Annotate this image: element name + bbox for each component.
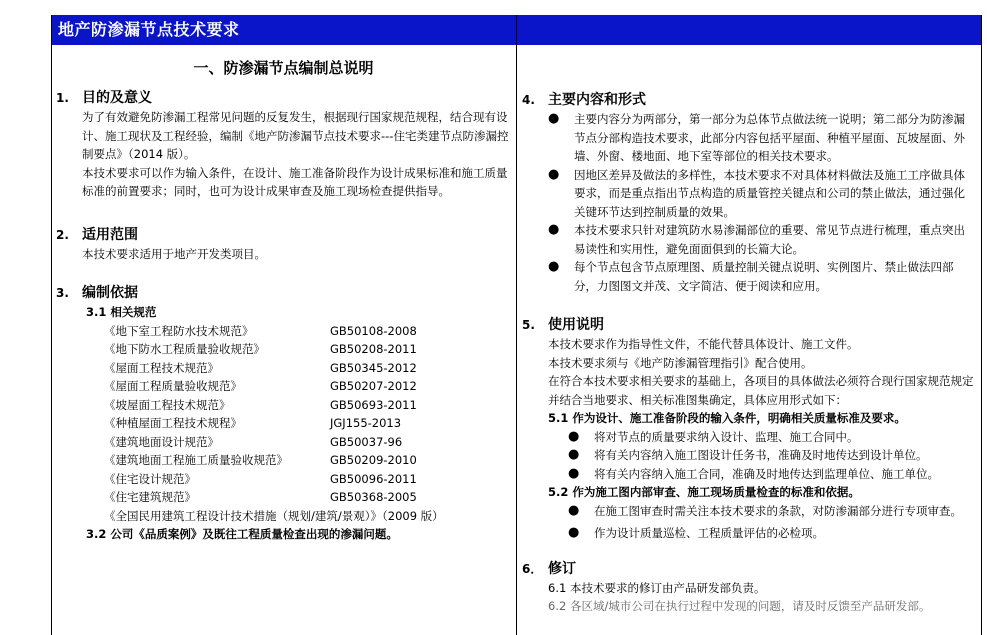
standard-code: GB50207-2012 (330, 379, 417, 393)
standards-list (56, 322, 511, 526)
subheading: 3.2 公司《品质案例》及既往工程质量检查出现的渗漏问题。 (86, 527, 398, 541)
heading-number: 5. (522, 318, 535, 332)
bullet-item (568, 502, 976, 521)
paragraph: 6.2 各区域/城市公司在执行过程中发现的问题，请及时反馈至产品研发部。 (548, 599, 931, 613)
bullet-icon: ● (568, 502, 580, 518)
bullet-icon: ● (568, 465, 580, 481)
bullet-icon: ● (548, 111, 560, 126)
subheading: 3.1 相关规范 (86, 305, 157, 319)
standard-row (104, 451, 511, 470)
bullet-text: 将有关内容纳入施工图设计任务书，准确及时地传达到设计单位。 (594, 448, 928, 462)
bullet-text: 在施工图审查时需关注本技术要求的条款，对防渗漏部分进行专项审查。 (594, 503, 962, 518)
standard-row (104, 433, 511, 452)
paragraph: 本技术要求作为指导性文件，不能代替具体设计、施工文件。 (548, 337, 859, 351)
standard-name: 《住宅设计规范》 (104, 471, 196, 486)
right-border (981, 15, 982, 635)
heading-number: 4. (522, 93, 535, 107)
standard-name: 《建筑地面工程施工质量验收规范》 (104, 453, 288, 467)
page-title: 地产防渗漏节点技术要求 (58, 20, 240, 39)
heading-text: 适用范围 (82, 226, 138, 243)
heading-text: 主要内容和形式 (548, 92, 646, 108)
section-title: 一、防渗漏节点编制总说明 (193, 59, 374, 77)
subheading: 5.2 作为施工图内部审查、施工现场质量检查的标准和依据。 (548, 485, 860, 499)
bullet-text: 本技术要求只针对建筑防水易渗漏部位的重要、常见节点进行梳理，重点突出易读性和实用性，避免面面俱到的长篇大论。 (574, 223, 965, 256)
bullet-icon: ● (568, 525, 580, 540)
standard-row (104, 322, 511, 341)
heading-number: 6． (522, 561, 543, 576)
bullet-item (548, 221, 976, 258)
standard-code: GB50368-2005 (330, 490, 417, 504)
heading-text: 使用说明 (548, 317, 604, 333)
standard-name: 《坡屋面工程技术规范》 (104, 397, 231, 412)
bullet-text: 每个节点包含节点原理图、质量控制关键点说明、实例图片、禁止做法四部分，力图图文并茂、文字简洁、便于阅读和应用。 (574, 260, 954, 293)
standard-row (104, 359, 511, 378)
column-divider (516, 15, 517, 635)
bullet-text: 因地区差异及做法的多样性，本技术要求不对具体材料做法及施工工序做具体要求，而是重点指出节点构造的质量管控关键点和公司的禁止做法，通过强化关键环节达到控制质量的效果。 (574, 167, 965, 219)
heading-purpose (56, 88, 511, 108)
bullet-icon: ● (548, 222, 560, 237)
paragraph: 本技术要求适用于地产开发类项目。 (82, 246, 266, 261)
standard-code: GB50096-2011 (330, 471, 417, 486)
heading-number: 2. (56, 227, 69, 242)
standard-row (104, 396, 511, 415)
subheading: 5.1 作为设计、施工准备阶段的输入条件，明确相关质量标准及要求。 (548, 411, 906, 425)
standard-name: 《住宅建筑规范》 (104, 490, 196, 504)
bullet-text: 将对节点的质量要求纳入设计、监理、施工合同中。 (594, 429, 859, 444)
heading-content (522, 90, 976, 110)
paragraph: 本技术要求可以作为输入条件，在设计、施工准备阶段作为设计成果标准和施工质量标准的前置要求；同时，也可为设计成果审查及施工现场检查提供指导。 (82, 165, 508, 198)
left-column (56, 46, 511, 544)
standard-name: 《地下室工程防水技术规范》 (104, 323, 254, 338)
bullet-item (548, 166, 976, 222)
bullet-item (568, 428, 976, 447)
standard-row (104, 414, 511, 433)
standard-row-long (104, 507, 511, 526)
bullet-text: 作为设计质量巡检、工程质量评估的必检项。 (594, 526, 824, 540)
heading-text: 编制依据 (82, 285, 138, 301)
standard-code: GB50345-2012 (330, 360, 417, 375)
heading-text: 修订 (548, 560, 576, 577)
bullet-item (568, 524, 976, 543)
standard-code: GB50208-2011 (330, 342, 417, 356)
paragraph: 在符合本技术要求相关要求的基础上，各项目的具体做法必须符合现行国家规范规定并结合当地要求、相关标准图集确定，具体应用形式如下： (548, 374, 974, 407)
standard-code: GB50693-2011 (330, 397, 417, 412)
bullet-item (568, 465, 976, 484)
heading-scope (56, 225, 511, 245)
standard-row (104, 340, 511, 359)
standard-name: 《种植屋面工程技术规程》 (104, 416, 242, 430)
standard-name: 《建筑地面设计规范》 (104, 434, 219, 449)
bullet-icon: ● (548, 166, 560, 182)
right-column (522, 46, 976, 616)
bullet-item (568, 446, 976, 465)
standard-name: 《地下防水工程质量验收规范》 (104, 342, 265, 356)
standard-code: GB50209-2010 (330, 453, 417, 467)
heading-text: 目的及意义 (82, 90, 152, 106)
bullet-icon: ● (568, 447, 580, 462)
heading-revision (522, 559, 976, 579)
bullet-text: 主要内容分为两部分，第一部分为总体节点做法统一说明；第二部分为防渗漏节点分部构造技术要求，此部分内容包括平屋面、种植平屋面、瓦坡屋面、外墙、外窗、楼地面、地下室等部位的相关技术要求。 (574, 112, 965, 163)
bullet-item (548, 258, 976, 295)
paragraph: 本技术要求须与《地产防渗漏管理指引》配合使用。 (548, 355, 813, 370)
standard-name: 《屋面工程质量验收规范》 (104, 379, 242, 393)
left-border (51, 15, 52, 635)
heading-usage (522, 315, 976, 335)
paragraph: 为了有效避免防渗漏工程常见问题的反复发生，根据现行国家规范规程，结合现有设计、施工现状及工程经验，编制《地产防渗漏节点技术要求---住宅类建节点防渗漏控制要点》（2014 版）。 (82, 110, 509, 161)
bullet-item (548, 110, 976, 166)
standard-code: GB50108-2008 (330, 323, 417, 338)
standard-code: GB50037-96 (330, 434, 403, 449)
bullet-icon: ● (568, 428, 580, 444)
standard-row (104, 470, 511, 489)
bullet-text: 将有关内容纳入施工合同，准确及时地传达到监理单位、施工单位。 (594, 466, 939, 481)
standard-row (104, 377, 511, 396)
standard-name: 《屋面工程技术规范》 (104, 360, 219, 375)
standard-code: JGJ155-2013 (330, 416, 402, 430)
heading-number: 3. (56, 286, 69, 300)
bullet-icon: ● (548, 259, 560, 274)
paragraph: 6.1 本技术要求的修订由产品研发部负责。 (548, 580, 766, 595)
heading-number: 1. (56, 91, 69, 105)
standard-name: 《全国民用建筑工程设计技术措施（规划/建筑/景观）》（2009 版） (104, 508, 444, 523)
heading-basis (56, 283, 511, 303)
standard-row (104, 488, 511, 507)
